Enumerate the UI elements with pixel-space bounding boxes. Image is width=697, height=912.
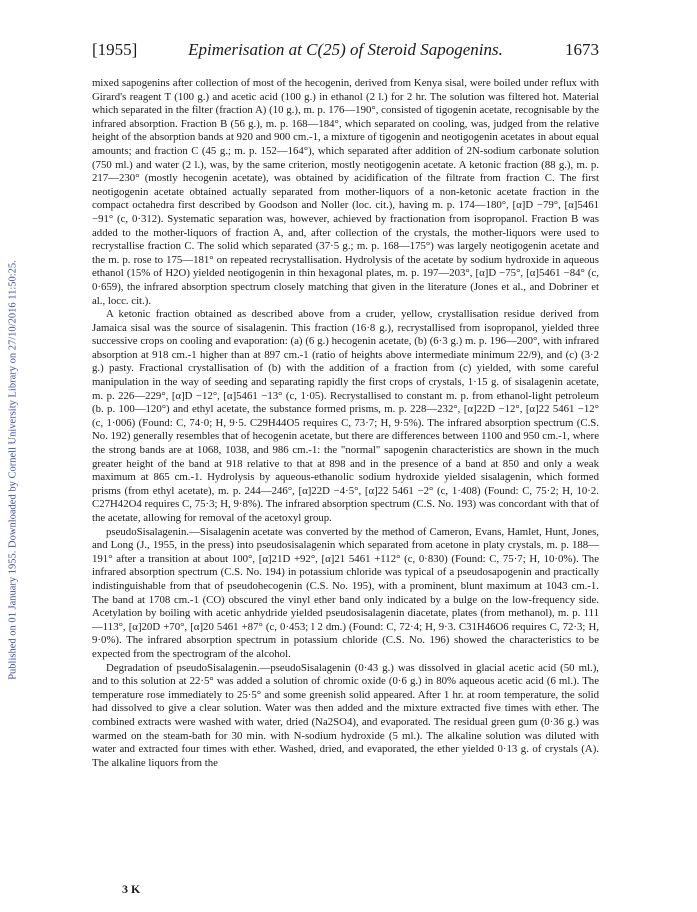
header-year: [1955] <box>92 40 138 59</box>
paragraph-4: Degradation of pseudoSisalagenin.—pseudoSisalagenin (0·43 g.) was dissolved in glacial acetic acid (50 ml.), and to this solution at 22·5° was added a solution of chromic oxide (0·6 g.) in 80% aqueous acetic acid (6 ml.). The temperature rose immediately to 25·5° and some greenish solid appeared. After 1 hr. at room temperature, the solid had dissolved to give a clear solution. Water was then added and the mixture extracted five times with ether. The combined extracts were washed with water, dried (Na2SO4), and evaporated. The residual green gum (0·36 g.) was warmed on the steam-bath for 30 min. with N-sodium hydroxide (5 ml.). The alkaline solution was diluted with water and extracted four times with ether. Washed, dried, and evaporated, the ether yielded 0·13 g. of crystals (A). The alkaline liquors from the <box>92 661 599 769</box>
running-header <box>92 40 599 66</box>
header-title: Epimerisation at C(25) of Steroid Sapogenins. <box>188 40 503 59</box>
paragraph-1: mixed sapogenins after collection of most of the hecogenin, derived from Kenya sisal, were boiled under reflux with Girard's reagent T (100 g.) and acetic acid (100 g.) in ethanol (2 l.) for 2 hr. The solution was filtered hot. Material which separated in the filter (fraction A) (10 g.), m. p. 176—190°, consisted of tigogenin acetate, recognisable by the infrared absorption. Fraction B (56 g.), m. p. 168—184°, which separated on cooling, was, judged from the relative height of the absorption bands at 920 and 900 cm.-1, a mixture of tigogenin and neotigogenin acetates in about equal amounts; and fraction C (45 g.; m. p. 152—164°), which separated after addition of 2N-sodium carbonate solution (750 ml.) and water (2 l.), was, by the same criterion, mostly neotigogenin acetate. A ketonic fraction (88 g.), m. p. 217—230° (mostly hecogenin acetate), was obtained by acidification of the filtrate from fraction C. The first neotigogenin acetate obtained actually separated from mother-liquors of a non-ketonic acetate fraction in the compact octahedra first described by Goodson and Noller (loc. cit.), having m. p. 174—180°, [α]D −79°, [α]5461 −91° (c, 0·312). Systematic separation was, however, achieved by fractionation from isopropanol. Fraction B was added to the mother-liquors of fraction A, and, after collection of the crystals, the mother-liquors were used to recrystallise fraction C. The solid which separated (37·5 g.; m. p. 168—175°) was largely neotigogenin acetate and the m. p. rose to 175—181° on repeated recrystallisation. Hydrolysis of the acetate by sodium hydroxide in aqueous ethanol (15% of H2O) yielded neotigogenin in thin hexagonal plates, m. p. 197—203°, [α]D −75°, [α]5461 −84° (c, 0·659), the infrared absorption spectrum closely matching that given in the literature (Jones et al., and Dobriner et al., locc. cit.). <box>92 77 599 307</box>
paragraph-3: pseudoSisalagenin.—Sisalagenin acetate was converted by the method of Cameron, Evans, Hamlet, Hunt, Jones, and Long (J., 1955, in the press) into pseudosisalagenin which separated from acetone in platy crystals, m. p. 188—191° after a transition at about 100°, [α]21D +92°, [α]21 5461 +112° (c, 0·830) (Found: C, 75·7; H, 10·0%). The infrared absorption spectrum (C.S. No. 194) in potassium chloride was typical of a pseudosapogenin and practically indistinguishable from that of pseudohecogenin (C.S. No. 195), with a prominent, blunt maximum at 1043 cm.-1. The band at 1708 cm.-1 (CO) obscured the vinyl ether band only indicated by a bulge on the low-frequency side. Acetylation by boiling with acetic anhydride yielded pseudosisalagenin diacetate, plates (from methanol), m. p. 111—113°, [α]20D +70°, [α]20 5461 +87° (c, 0·453; l 2 dm.) (Found: C, 72·4; H, 9·3. C31H46O6 requires C, 72·3; H, 9·0%). The infrared absorption spectrum in potassium chloride (C.S. No. 196) showed the characteristics to be expected from the spectrogram of the alcohol. <box>92 525 599 660</box>
article-body <box>92 77 599 770</box>
download-notice-text: Published on 01 January 1955. Downloaded by Cornell University Library on 27/10/2016 11:50:25. <box>7 260 19 680</box>
download-notice-sidebar <box>6 150 20 790</box>
signature-mark: 3 K <box>122 882 141 896</box>
page-number: 1673 <box>565 40 599 59</box>
paragraph-2: A ketonic fraction obtained as described above from a cruder, yellow, crystallisation residue derived from Jamaica sisal was the source of sisalagenin. This fraction (16·8 g.), recrystallised from isopropanol, yielded three successive crops on cooling and evaporation: (a) (6 g.) hecogenin acetate, (b) (6·3 g.) m. p. 196—200°, with infrared absorption at 918 cm.-1 higher than at 897 cm.-1 (ratio of heights above intermediate minimum 22/9), and (c) (3·2 g.) pasty. Fractional crystallisation of (b) with the addition of a fraction from (c) yielded, with some careful manipulation in the way of seeding and separating rapidly the first crops of crystals, 1·15 g. of sisalagenin acetate, m. p. 226—229°, [α]D −12°, [α]5461 −13° (c, 1·05). Recrystallised to constant m. p. from ethanol-light petroleum (b. p. 100—120°) and ethyl acetate, the substance formed prisms, m. p. 228—232°, [α]22D −12°, [α]22 5461 −12° (c, 1·006) (Found: C, 74·0; H, 9·5. C29H44O5 requires C, 73·7; H, 9·5%). The infrared absorption spectrum (C.S. No. 192) generally resembles that of hecogenin acetate, but there are differences between 1100 and 950 cm.-1, where the strong bands are at 1068, 1038, and 986 cm.-1: the "normal" sapogenin characteristics are shown in the much greater height of the band at 918 relative to that at 898 and in the presence of a band at 850 and only a weak maximum at 865 cm.-1. Hydrolysis by aqueous-ethanolic sodium hydroxide yielded sisalagenin, which formed prisms (from ethyl acetate), m. p. 244—246°, [α]22D −4·5°, [α]22 5461 −2° (c, 1·408) (Found: C, 75·2; H, 10·2. C27H42O4 requires C, 75·3; H, 9·8%). The infrared absorption spectrum (C.S. No. 193) was concordant with that of the acetate, allowing for removal of the acetoxyl group. <box>92 308 599 524</box>
